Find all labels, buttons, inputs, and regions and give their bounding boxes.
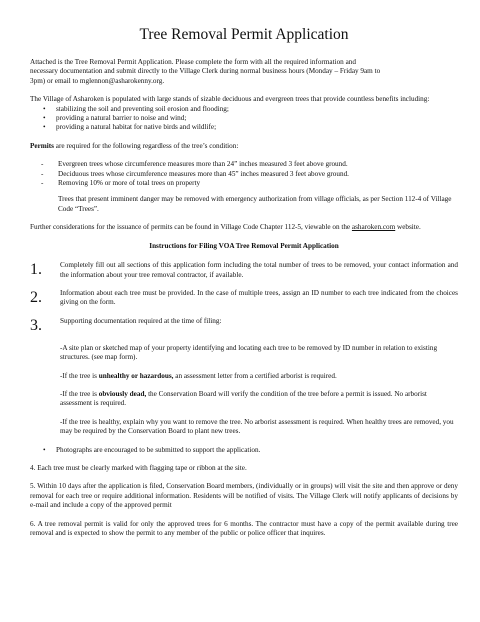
instruction-item-2: [30, 289, 458, 308]
intro-line-2: necessary documentation and submit directly to the Village Clerk during normal business hours (Monday – Friday 9am to: [30, 67, 381, 76]
doc-unhealthy-bold: unhealthy or hazardous,: [98, 371, 174, 380]
intro-line-1: Attached is the Tree Removal Permit Application. Please complete the form with all the required information and: [30, 58, 356, 66]
doc-dead-post: the Conservation Board will verify the condition of the tree before a permit is issued. No arborist assessment is required.: [60, 389, 427, 408]
instruction-item-1: [30, 261, 458, 280]
permit-condition-item: - Evergreen trees whose circumference measures more than 24” inches measured 3 feet above ground.: [58, 160, 458, 169]
page-title: Tree Removal Permit Application: [139, 26, 349, 43]
intro-line-3: 3pm) or email to mglennon@asharokenny.org.: [30, 76, 165, 85]
instruction-item-6: 6. A tree removal permit is valid for only the approved trees for 6 months. The contractor must have a copy of the permit available during tree removal and is expected to show the permit to any member of the public or police officer that inquires.: [30, 519, 458, 537]
benefit-item: • stabilizing the soil and preventing soil erosion and flooding;: [56, 105, 458, 114]
item-text: Information about each tree must be provided. In the case of multiple trees, assign an ID number to each tree indicated from the choices giving on the form.: [60, 288, 458, 307]
intro-paragraph: [30, 58, 458, 86]
doc-healthy: -If the tree is healthy, explain why you want to remove the tree. No arborist assessment is required. When healthy trees are removed, you may be required by the Conservation Board to plant new trees.: [60, 417, 454, 436]
doc-unhealthy: [60, 372, 458, 381]
permit-condition-item: - Deciduous trees whose circumference measures more than 45” inches measured 3 feet above ground.: [58, 170, 458, 179]
instruction-item-5: 5. Within 10 days after the application is filed, Conservation Board members, (individually or in groups) will visit the site and then approve or deny removal for each tree or require additional information. Residents will be notified of visits. The Village Clerk will notify applicants of decisions by e-mail and include a copy of the approved permit: [30, 482, 458, 510]
permits-paragraph: [30, 142, 458, 151]
instruction-item-4: 4. Each tree must be clearly marked with flagging tape or ribbon at the site.: [30, 463, 247, 472]
benefit-item: • providing a natural barrier to noise and wind;: [56, 114, 458, 123]
doc-dead-bold: obviously dead,: [98, 389, 147, 398]
item-text: Supporting documentation required at the time of filing:: [60, 316, 222, 325]
permits-lead-rest: are required for the following regardless of the tree’s condition:: [53, 141, 239, 150]
permit-condition-item: - Removing 10% or more of total trees on property: [58, 179, 458, 188]
benefit-item: • providing a natural habitat for native birds and wildlife;: [56, 123, 458, 132]
item-text: Completely fill out all sections of this application form including the total number of trees to be removed, your contact information and the information about your tree removal contractor, if available.: [60, 261, 458, 279]
permit-conditions-list: [30, 160, 458, 188]
doc-dead-pre: -If the tree is: [60, 389, 99, 398]
doc-unhealthy-post: an assessment letter from a certified arborist is required.: [173, 371, 337, 380]
doc-site-plan: -A site plan or sketched map of your property identifying and locating each tree to be removed by ID number in relation to existing structures. (see map form).: [60, 343, 438, 362]
permits-lead-bold: Permits: [30, 141, 54, 150]
danger-paragraph: Trees that present imminent danger may be removed with emergency authorization from village officials, as per Section 112-4 of Village Code “Trees”.: [58, 195, 452, 213]
photos-item: • Photographs are encouraged to be submitted to support the application.: [56, 446, 458, 455]
instruction-item-3: [30, 317, 458, 335]
further-text: Further considerations for the issuance of permits can be found in Village Code Chapter 112-5, viewable on the: [30, 223, 351, 232]
item-number: 1.: [30, 261, 42, 279]
website-link[interactable]: asharoken.com: [351, 223, 396, 232]
further-after: website.: [395, 223, 421, 232]
village-paragraph: The Village of Asharoken is populated with large stands of sizable deciduous and evergreen trees that provide countless benefits including:: [30, 95, 430, 104]
benefits-list: [30, 105, 458, 133]
further-paragraph: [30, 223, 458, 232]
doc-unhealthy-pre: -If the tree is: [60, 371, 99, 380]
doc-dead: [60, 390, 458, 409]
instructions-heading: Instructions for Filing VOA Tree Removal Permit Application: [149, 241, 339, 250]
item-number: 2.: [30, 288, 42, 306]
item-number: 3.: [30, 316, 42, 334]
documentation-list: [30, 344, 458, 437]
photos-list: [30, 446, 458, 455]
